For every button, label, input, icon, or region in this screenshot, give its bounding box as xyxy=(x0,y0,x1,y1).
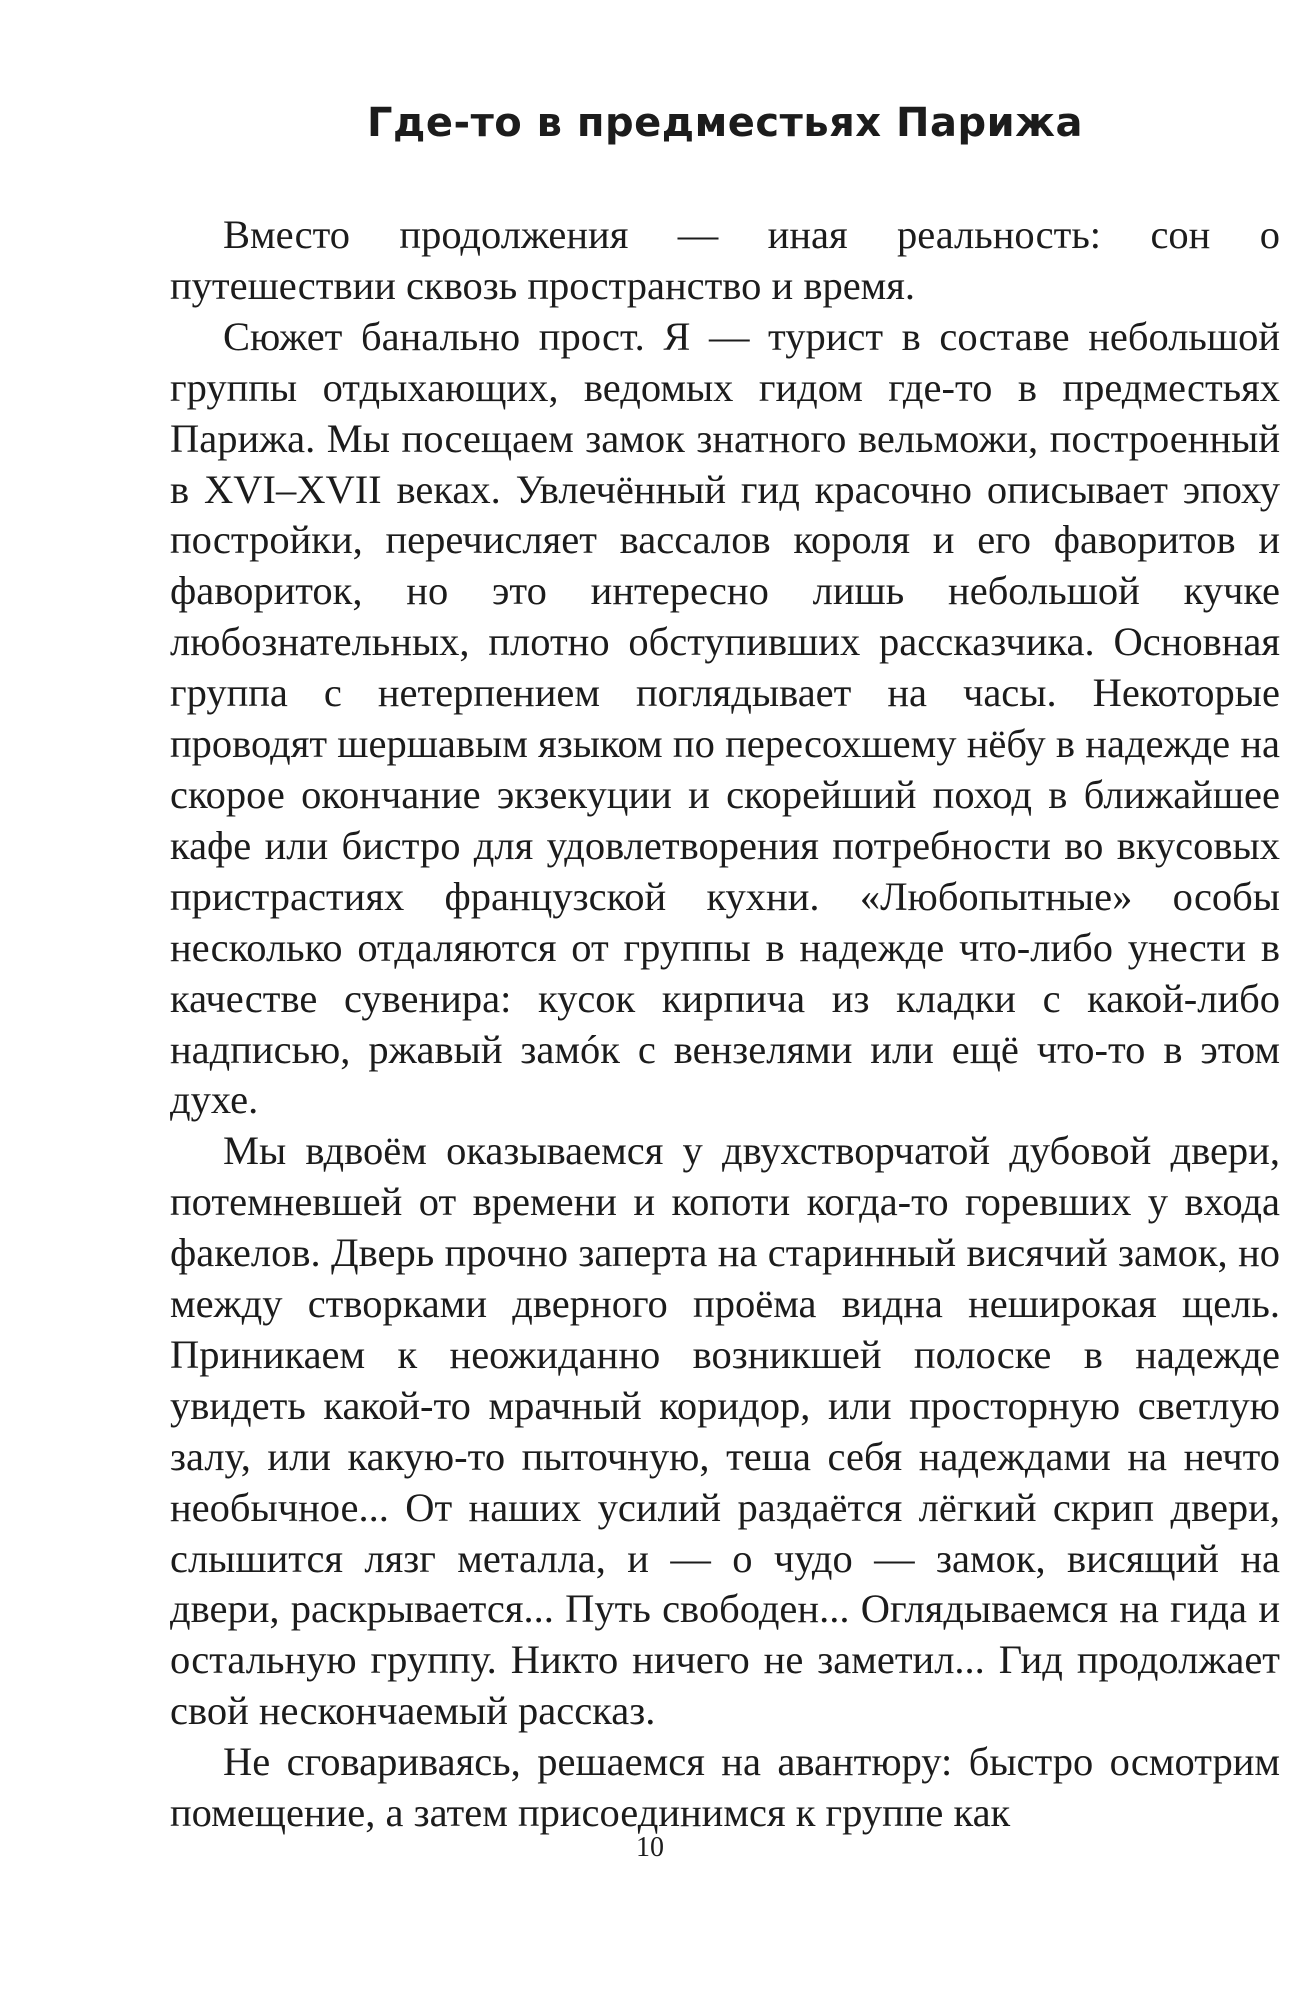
paragraph-1: Вместо продолжения — иная реальность: сон о путешествии сквозь пространство и время. xyxy=(170,212,1280,308)
paragraph-3: Мы вдвоём оказываемся у двухстворчатой дубовой двери, потемневшей от времени и копоти когда-то горевших у входа факелов. Дверь прочно заперта на старинный висячий замок, но между створками дверного проёма видна неширокая щель. Приникаем к неожиданно возникшей полоске в надежде увидеть какой-то мрачный коридор, или просторную светлую залу, или какую-то пыточную, теша себя надеждами на нечто необычное... От наших усилий раздаётся лёгкий скрип двери, слышится лязг металла, и — о чудо — замок, висящий на двери, раскрывается... Путь свободен... Оглядываемся на гида и остальную группу. Никто ничего не заметил... Гид продолжает свой нескончаемый рассказ. xyxy=(170,1128,1280,1734)
paragraph-4: Не сговариваясь, решаемся на авантюру: быстро осмотрим помещение, а затем присоединимся к группе как xyxy=(170,1739,1280,1836)
page-number: 10 xyxy=(636,1832,664,1863)
chapter-body xyxy=(170,210,1280,1839)
chapter-title: Где-то в предместьях Парижа xyxy=(367,100,1083,146)
paragraph-2: Сюжет банально прост. Я — турист в составе небольшой группы отдыхающих, ведомых гидом где-то в предместьях Парижа. Мы посещаем замок знатного вельможи, построенный в XVI–XVII веках. Увлечённый гид красочно описывает эпоху постройки, перечисляет вассалов короля и его фаворитов и фавориток, но это интересно лишь небольшой кучке любознательных, плотно обступивших рассказчика. Основная группа с нетерпением поглядывает на часы. Некоторые проводят шершавым языком по пересохшему нёбу в надежде на скорое окончание экзекуции и скорейший поход в ближайшее кафе или бистро для удовлетворения потребности во вкусовых пристрастиях французской кухни. «Любопытные» особы несколько отдаляются от группы в надежде что-либо унести в качестве сувенира: кусок кирпича из кладки с какой-либо надписью, ржавый замóк с вензелями или ещё что-то в этом духе. xyxy=(170,313,1280,1123)
